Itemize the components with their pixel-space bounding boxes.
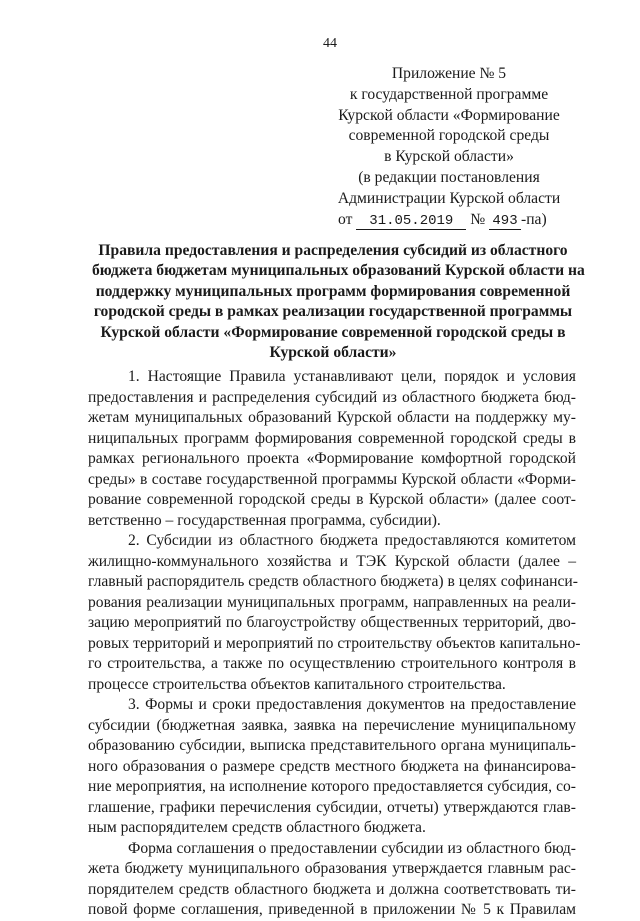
paragraph-line: рамках регионального проекта «Формирование комфортной городской <box>88 450 576 467</box>
paragraph-line: 3. Формы и сроки предоставления документов на предоставление <box>128 696 576 713</box>
appendix-line: в Курской области» <box>384 148 514 166</box>
title-line: Правила предоставления и распределения субсидий из областного <box>98 242 568 259</box>
paragraph-line: рования реализации муниципальных программ, направленных на реали- <box>88 593 576 611</box>
paragraph-line: рование современной городской среды в Курской области» (далее соот- <box>88 491 576 508</box>
paragraph-line: ным распорядителем средств областного бюджета. <box>88 819 426 836</box>
paragraph-line: ниципальных программ формирования современной городской среды в <box>88 429 576 447</box>
paragraph-line: ние мероприятия, на исполнение которого предоставляется субсидия, со- <box>88 778 576 795</box>
paragraph-line: жетам муниципальных образований Курской области на поддержку му- <box>88 409 576 426</box>
paragraph-line: предоставления и распределения субсидий из областного бюджета бюд- <box>88 388 576 406</box>
appendix-line: (в редакции постановления <box>358 168 540 186</box>
paragraph-line: ровых территорий и мероприятий по строительству объектов капитально- <box>88 634 581 652</box>
resolution-number: 493 <box>489 213 521 230</box>
number-suffix: -па) <box>521 210 547 228</box>
paragraph-3 <box>88 695 576 839</box>
resolution-date-line <box>318 210 580 231</box>
title-line: Курской области» <box>269 344 397 362</box>
paragraph-line: субсидии (бюджетная заявка, заявка на перечисление муниципальному <box>88 716 576 734</box>
paragraph-line: главный распорядитель средств областного бюджета) в целях софинанси- <box>88 573 578 590</box>
page-number: 44 <box>323 36 337 51</box>
paragraph-line: повой форме соглашения, приведенной в приложении № 5 к Правилам <box>88 901 576 918</box>
paragraph-line: образованию субсидии, выписка представительного органа муниципаль- <box>88 737 576 754</box>
paragraph-line: ного образования о размере средств местного бюджета на финансирова- <box>88 757 576 775</box>
document-title <box>92 241 585 363</box>
paragraph-line: среды» в составе государственной программы Курской области «Форми- <box>88 470 576 488</box>
paragraph-1 <box>88 367 576 531</box>
paragraph-line: порядителем средств областного бюджета и должна соответствовать ти- <box>88 880 576 898</box>
appendix-line: современной городской среды <box>348 127 550 145</box>
paragraph-line: 2. Субсидии из областного бюджета предоставляются комитетом <box>128 532 576 549</box>
paragraph-line: глашение, графики перечисления субсидии, отчеты) утверждаются глав- <box>88 798 576 816</box>
document-body <box>88 367 581 921</box>
appendix-line: Администрации Курской области <box>337 189 561 207</box>
title-line: городской среды в рамках реализации государственной программы <box>93 303 573 321</box>
resolution-date: 31.05.2019 <box>356 213 466 230</box>
paragraph-2 <box>88 531 581 695</box>
title-line: поддержку муниципальных программ формирования современной <box>95 282 571 300</box>
paragraph-line: ветственно – государственная программа, субсидии). <box>88 511 441 529</box>
paragraph-line: зацию мероприятий по благоустройству общественных территорий, дво- <box>88 614 576 631</box>
title-line: бюджета бюджетам муниципальных образований Курской области на <box>92 262 585 280</box>
paragraph-line: жета бюджету муниципального образования утверждается главным рас- <box>88 860 576 877</box>
paragraph-line: жилищно-коммунального хозяйства и ТЭК Курской области (далее – <box>88 552 576 570</box>
number-prefix: № <box>470 210 486 228</box>
paragraph-4 <box>88 839 576 921</box>
appendix-line: Приложение № 5 <box>391 65 507 82</box>
title-line: Курской области «Формирование современной городской среды в <box>100 323 566 341</box>
paragraph-line: Форма соглашения о предоставлении субсидии из областного бюд- <box>128 839 576 857</box>
date-prefix: от <box>338 210 353 228</box>
appendix-line: Курской области «Формирование <box>338 106 560 124</box>
appendix-header <box>318 64 580 230</box>
paragraph-line: 1. Настоящие Правила устанавливают цели, порядок и условия <box>128 368 576 385</box>
paragraph-line: го строительства, а также по осуществлению строительного контроля в <box>88 655 576 672</box>
appendix-line: к государственной программе <box>349 85 549 103</box>
paragraph-line: процессе строительства объектов капитального строительства. <box>88 675 506 693</box>
